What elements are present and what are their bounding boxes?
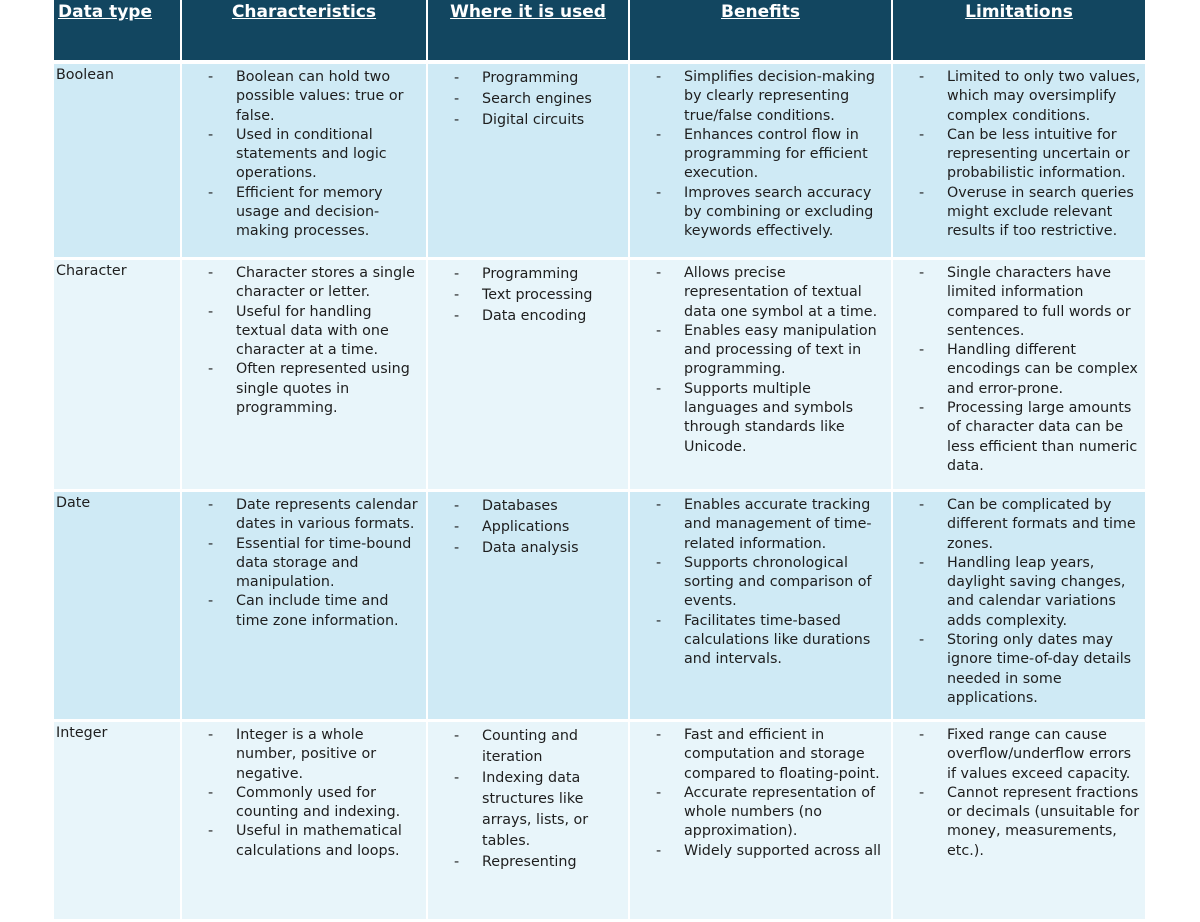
list-item: - Supports multiple languages and symbols through standards like Unicode. — [632, 380, 889, 457]
data-type-name: Integer — [54, 722, 182, 922]
list-item: - Efficient for memory usage and decision-making processes. — [184, 184, 424, 242]
benefits-cell — [630, 260, 893, 492]
benefits-cell — [630, 492, 893, 722]
list-item: - Text processing — [430, 285, 626, 306]
list-item: - Single characters have limited information compared to full words or sentences. — [895, 264, 1143, 341]
list-item: - Integer is a whole number, positive or negative. — [184, 726, 424, 784]
list-item: - Supports chronological sorting and comparison of events. — [632, 554, 889, 612]
characteristics-cell — [182, 722, 428, 922]
list-item: - Facilitates time-based calculations like durations and intervals. — [632, 612, 889, 670]
header-limitations: Limitations — [893, 0, 1145, 64]
table-row-date — [54, 492, 1145, 722]
list-item: - Indexing data structures like arrays, lists, or tables. — [430, 768, 626, 852]
list-item: - Fixed range can cause overflow/underflow errors if values exceed capacity. — [895, 726, 1143, 784]
characteristics-cell — [182, 260, 428, 492]
characteristics-cell — [182, 492, 428, 722]
list-item: - Fast and efficient in computation and storage compared to floating-point. — [632, 726, 889, 784]
table-row-boolean — [54, 64, 1145, 260]
uses-cell — [428, 722, 630, 922]
data-type-name: Date — [54, 492, 182, 722]
list-item: - Allows precise representation of textual data one symbol at a time. — [632, 264, 889, 322]
data-type-name: Boolean — [54, 64, 182, 260]
limitations-cell — [893, 492, 1145, 722]
uses-cell — [428, 492, 630, 722]
list-item: - Handling leap years, daylight saving changes, and calendar variations adds complexity. — [895, 554, 1143, 631]
header-data-type: Data type — [54, 0, 182, 64]
list-item: - Useful for handling textual data with one character at a time. — [184, 303, 424, 361]
limitations-cell — [893, 64, 1145, 260]
list-item: - Overuse in search queries might exclude relevant results if too restrictive. — [895, 184, 1143, 242]
data-type-name: Character — [54, 260, 182, 492]
list-item: - Date represents calendar dates in various formats. — [184, 496, 424, 535]
list-item: - Can include time and time zone information. — [184, 592, 424, 631]
list-item: - Cannot represent fractions or decimals (unsuitable for money, measurements, etc.). — [895, 784, 1143, 861]
limitations-cell — [893, 260, 1145, 492]
header-benefits: Benefits — [630, 0, 893, 64]
list-item: - Can be complicated by different formats and time zones. — [895, 496, 1143, 554]
list-item: - Applications — [430, 517, 626, 538]
list-item: - Can be less intuitive for representing uncertain or probabilistic information. — [895, 126, 1143, 184]
list-item: - Data encoding — [430, 306, 626, 327]
characteristics-cell — [182, 64, 428, 260]
list-item: - Storing only dates may ignore time-of-day details needed in some applications. — [895, 631, 1143, 708]
list-item: - Processing large amounts of character data can be less efficient than numeric data. — [895, 399, 1143, 476]
list-item: - Handling different encodings can be complex and error-prone. — [895, 341, 1143, 399]
list-item: - Widely supported across all — [632, 842, 889, 861]
header-where-used: Where it is used — [428, 0, 630, 64]
list-item: - Often represented using single quotes in programming. — [184, 360, 424, 418]
list-item: - Essential for time-bound data storage and manipulation. — [184, 535, 424, 593]
list-item: - Search engines — [430, 89, 626, 110]
list-item: - Data analysis — [430, 538, 626, 559]
list-item: - Commonly used for counting and indexing. — [184, 784, 424, 823]
list-item: - Enables accurate tracking and management of time-related information. — [632, 496, 889, 554]
list-item: - Improves search accuracy by combining or excluding keywords effectively. — [632, 184, 889, 242]
list-item: - Databases — [430, 496, 626, 517]
data-types-table — [54, 0, 1145, 922]
list-item: - Simplifies decision-making by clearly representing true/false conditions. — [632, 68, 889, 126]
benefits-cell — [630, 722, 893, 922]
list-item: - Character stores a single character or letter. — [184, 264, 424, 303]
list-item: - Digital circuits — [430, 110, 626, 131]
list-item: - Enables easy manipulation and processing of text in programming. — [632, 322, 889, 380]
limitations-cell — [893, 722, 1145, 922]
list-item: - Accurate representation of whole numbers (no approximation). — [632, 784, 889, 842]
list-item: - Enhances control flow in programming for efficient execution. — [632, 126, 889, 184]
list-item: - Boolean can hold two possible values: true or false. — [184, 68, 424, 126]
list-item: - Programming — [430, 68, 626, 89]
table-header-row — [54, 0, 1145, 64]
list-item: - Useful in mathematical calculations and loops. — [184, 822, 424, 861]
list-item: - Used in conditional statements and logic operations. — [184, 126, 424, 184]
header-characteristics: Characteristics — [182, 0, 428, 64]
list-item: - Counting and iteration — [430, 726, 626, 768]
uses-cell — [428, 260, 630, 492]
table-row-integer — [54, 722, 1145, 922]
list-item: - Limited to only two values, which may oversimplify complex conditions. — [895, 68, 1143, 126]
benefits-cell — [630, 64, 893, 260]
uses-cell — [428, 64, 630, 260]
table-row-character — [54, 260, 1145, 492]
list-item: - Programming — [430, 264, 626, 285]
list-item: - Representing — [430, 852, 626, 873]
